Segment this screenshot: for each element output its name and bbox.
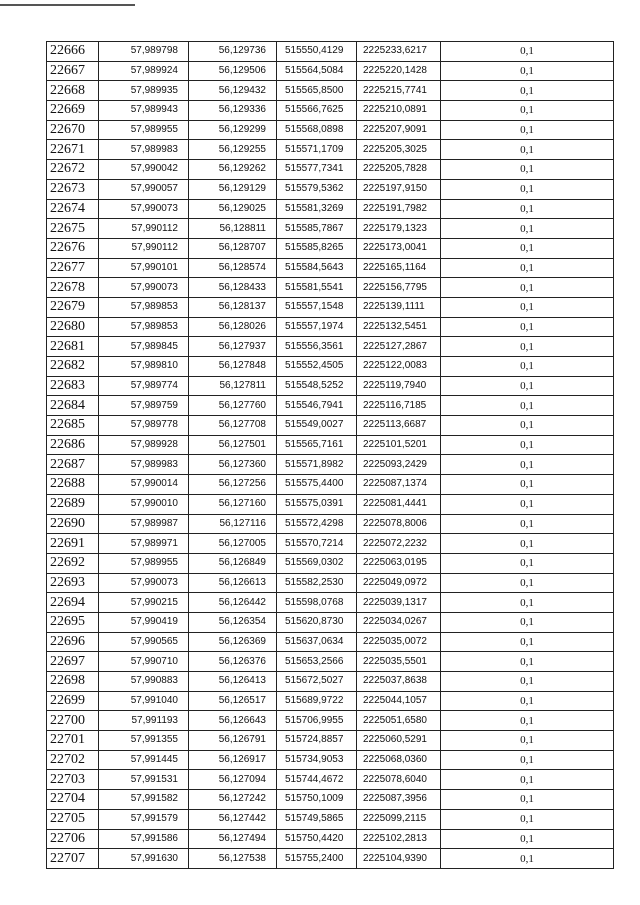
y-coordinate-cell: 2225179,1323: [357, 219, 441, 239]
y-coordinate-cell: 2225044,1057: [357, 691, 441, 711]
table-row: [47, 376, 614, 396]
latitude-cell: 57,991445: [99, 750, 189, 770]
latitude-cell: 57,990010: [99, 494, 189, 514]
table-row: [47, 632, 614, 652]
y-coordinate-cell: 2225207,9091: [357, 120, 441, 140]
y-coordinate-cell: 2225037,8638: [357, 672, 441, 692]
point-number-cell: 22680: [47, 317, 99, 337]
x-coordinate-cell: 515566,7625: [277, 101, 357, 121]
longitude-cell: 56,127360: [189, 455, 277, 475]
point-number-cell: 22672: [47, 160, 99, 180]
point-number-cell: 22691: [47, 534, 99, 554]
y-coordinate-cell: 2225156,7795: [357, 278, 441, 298]
value-cell: 0,1: [441, 435, 614, 455]
y-coordinate-cell: 2225173,0041: [357, 238, 441, 258]
table-row: [47, 357, 614, 377]
longitude-cell: 56,127442: [189, 809, 277, 829]
value-cell: 0,1: [441, 140, 614, 160]
x-coordinate-cell: 515546,7941: [277, 396, 357, 416]
x-coordinate-cell: 515579,5362: [277, 179, 357, 199]
table-row: [47, 297, 614, 317]
value-cell: 0,1: [441, 160, 614, 180]
value-cell: 0,1: [441, 672, 614, 692]
top-rule-line: [0, 4, 135, 6]
table-row: [47, 534, 614, 554]
longitude-cell: 56,128811: [189, 219, 277, 239]
x-coordinate-cell: 515598,0768: [277, 593, 357, 613]
point-number-cell: 22700: [47, 711, 99, 731]
table-row: [47, 179, 614, 199]
latitude-cell: 57,989928: [99, 435, 189, 455]
table-row: [47, 61, 614, 81]
value-cell: 0,1: [441, 278, 614, 298]
table-row: [47, 475, 614, 495]
point-number-cell: 22684: [47, 396, 99, 416]
longitude-cell: 56,126791: [189, 731, 277, 751]
latitude-cell: 57,989983: [99, 455, 189, 475]
latitude-cell: 57,991630: [99, 849, 189, 869]
longitude-cell: 56,127494: [189, 829, 277, 849]
point-number-cell: 22704: [47, 790, 99, 810]
longitude-cell: 56,126613: [189, 573, 277, 593]
table-row: [47, 809, 614, 829]
table-row: [47, 219, 614, 239]
y-coordinate-cell: 2225215,7741: [357, 81, 441, 101]
value-cell: 0,1: [441, 396, 614, 416]
table-row: [47, 711, 614, 731]
latitude-cell: 57,990710: [99, 652, 189, 672]
value-cell: 0,1: [441, 593, 614, 613]
x-coordinate-cell: 515548,5252: [277, 376, 357, 396]
value-cell: 0,1: [441, 849, 614, 869]
value-cell: 0,1: [441, 770, 614, 790]
longitude-cell: 56,127094: [189, 770, 277, 790]
longitude-cell: 56,126643: [189, 711, 277, 731]
longitude-cell: 56,129262: [189, 160, 277, 180]
latitude-cell: 57,990215: [99, 593, 189, 613]
x-coordinate-cell: 515549,0027: [277, 416, 357, 436]
x-coordinate-cell: 515557,1548: [277, 297, 357, 317]
y-coordinate-cell: 2225127,2867: [357, 337, 441, 357]
x-coordinate-cell: 515571,8982: [277, 455, 357, 475]
y-coordinate-cell: 2225210,0891: [357, 101, 441, 121]
y-coordinate-cell: 2225165,1164: [357, 258, 441, 278]
value-cell: 0,1: [441, 514, 614, 534]
longitude-cell: 56,129736: [189, 42, 277, 62]
value-cell: 0,1: [441, 179, 614, 199]
x-coordinate-cell: 515749,5865: [277, 809, 357, 829]
x-coordinate-cell: 515575,4400: [277, 475, 357, 495]
point-number-cell: 22707: [47, 849, 99, 869]
y-coordinate-cell: 2225081,4441: [357, 494, 441, 514]
y-coordinate-cell: 2225034,0267: [357, 612, 441, 632]
value-cell: 0,1: [441, 809, 614, 829]
longitude-cell: 56,127811: [189, 376, 277, 396]
table-row: [47, 672, 614, 692]
point-number-cell: 22678: [47, 278, 99, 298]
latitude-cell: 57,989774: [99, 376, 189, 396]
latitude-cell: 57,990101: [99, 258, 189, 278]
longitude-cell: 56,129255: [189, 140, 277, 160]
latitude-cell: 57,991586: [99, 829, 189, 849]
x-coordinate-cell: 515755,2400: [277, 849, 357, 869]
table-row: [47, 612, 614, 632]
value-cell: 0,1: [441, 455, 614, 475]
longitude-cell: 56,128433: [189, 278, 277, 298]
latitude-cell: 57,989987: [99, 514, 189, 534]
table-row: [47, 553, 614, 573]
x-coordinate-cell: 515575,0391: [277, 494, 357, 514]
point-number-cell: 22693: [47, 573, 99, 593]
value-cell: 0,1: [441, 553, 614, 573]
value-cell: 0,1: [441, 750, 614, 770]
latitude-cell: 57,989971: [99, 534, 189, 554]
point-number-cell: 22694: [47, 593, 99, 613]
x-coordinate-cell: 515570,7214: [277, 534, 357, 554]
table-row: [47, 160, 614, 180]
point-number-cell: 22671: [47, 140, 99, 160]
point-number-cell: 22688: [47, 475, 99, 495]
value-cell: 0,1: [441, 612, 614, 632]
table-row: [47, 514, 614, 534]
y-coordinate-cell: 2225233,6217: [357, 42, 441, 62]
point-number-cell: 22696: [47, 632, 99, 652]
table-row: [47, 790, 614, 810]
value-cell: 0,1: [441, 475, 614, 495]
y-coordinate-cell: 2225093,2429: [357, 455, 441, 475]
table-row: [47, 455, 614, 475]
longitude-cell: 56,129432: [189, 81, 277, 101]
value-cell: 0,1: [441, 829, 614, 849]
latitude-cell: 57,989798: [99, 42, 189, 62]
y-coordinate-cell: 2225087,1374: [357, 475, 441, 495]
table-row: [47, 593, 614, 613]
x-coordinate-cell: 515581,5541: [277, 278, 357, 298]
value-cell: 0,1: [441, 731, 614, 751]
y-coordinate-cell: 2225191,7982: [357, 199, 441, 219]
table-row: [47, 750, 614, 770]
value-cell: 0,1: [441, 42, 614, 62]
longitude-cell: 56,126517: [189, 691, 277, 711]
table-row: [47, 494, 614, 514]
value-cell: 0,1: [441, 494, 614, 514]
value-cell: 0,1: [441, 711, 614, 731]
longitude-cell: 56,129025: [189, 199, 277, 219]
x-coordinate-cell: 515565,7161: [277, 435, 357, 455]
latitude-cell: 57,990073: [99, 278, 189, 298]
x-coordinate-cell: 515750,1009: [277, 790, 357, 810]
latitude-cell: 57,990112: [99, 238, 189, 258]
point-number-cell: 22679: [47, 297, 99, 317]
x-coordinate-cell: 515584,5643: [277, 258, 357, 278]
y-coordinate-cell: 2225035,0072: [357, 632, 441, 652]
longitude-cell: 56,128026: [189, 317, 277, 337]
point-number-cell: 22705: [47, 809, 99, 829]
latitude-cell: 57,989810: [99, 357, 189, 377]
point-number-cell: 22674: [47, 199, 99, 219]
latitude-cell: 57,990042: [99, 160, 189, 180]
value-cell: 0,1: [441, 534, 614, 554]
y-coordinate-cell: 2225119,7940: [357, 376, 441, 396]
point-number-cell: 22668: [47, 81, 99, 101]
longitude-cell: 56,127242: [189, 790, 277, 810]
y-coordinate-cell: 2225087,3956: [357, 790, 441, 810]
longitude-cell: 56,126376: [189, 652, 277, 672]
latitude-cell: 57,989955: [99, 120, 189, 140]
value-cell: 0,1: [441, 219, 614, 239]
longitude-cell: 56,127256: [189, 475, 277, 495]
x-coordinate-cell: 515672,5027: [277, 672, 357, 692]
point-number-cell: 22676: [47, 238, 99, 258]
y-coordinate-cell: 2225035,5501: [357, 652, 441, 672]
y-coordinate-cell: 2225078,8006: [357, 514, 441, 534]
x-coordinate-cell: 515750,4420: [277, 829, 357, 849]
y-coordinate-cell: 2225072,2232: [357, 534, 441, 554]
latitude-cell: 57,990565: [99, 632, 189, 652]
y-coordinate-cell: 2225220,1428: [357, 61, 441, 81]
x-coordinate-cell: 515620,8730: [277, 612, 357, 632]
point-number-cell: 22677: [47, 258, 99, 278]
point-number-cell: 22685: [47, 416, 99, 436]
y-coordinate-cell: 2225049,0972: [357, 573, 441, 593]
value-cell: 0,1: [441, 632, 614, 652]
point-number-cell: 22683: [47, 376, 99, 396]
y-coordinate-cell: 2225139,1111: [357, 297, 441, 317]
value-cell: 0,1: [441, 790, 614, 810]
latitude-cell: 57,989853: [99, 317, 189, 337]
longitude-cell: 56,128707: [189, 238, 277, 258]
x-coordinate-cell: 515724,8857: [277, 731, 357, 751]
point-number-cell: 22698: [47, 672, 99, 692]
y-coordinate-cell: 2225122,0083: [357, 357, 441, 377]
table-row: [47, 337, 614, 357]
value-cell: 0,1: [441, 337, 614, 357]
point-number-cell: 22689: [47, 494, 99, 514]
x-coordinate-cell: 515552,4505: [277, 357, 357, 377]
table-row: [47, 278, 614, 298]
table-row: [47, 317, 614, 337]
point-number-cell: 22669: [47, 101, 99, 121]
longitude-cell: 56,127116: [189, 514, 277, 534]
y-coordinate-cell: 2225102,2813: [357, 829, 441, 849]
x-coordinate-cell: 515565,8500: [277, 81, 357, 101]
x-coordinate-cell: 515582,2530: [277, 573, 357, 593]
x-coordinate-cell: 515706,9955: [277, 711, 357, 731]
x-coordinate-cell: 515585,8265: [277, 238, 357, 258]
point-number-cell: 22695: [47, 612, 99, 632]
longitude-cell: 56,127760: [189, 396, 277, 416]
y-coordinate-cell: 2225132,5451: [357, 317, 441, 337]
longitude-cell: 56,127005: [189, 534, 277, 554]
latitude-cell: 57,989759: [99, 396, 189, 416]
table-row: [47, 42, 614, 62]
x-coordinate-cell: 515556,3561: [277, 337, 357, 357]
value-cell: 0,1: [441, 297, 614, 317]
latitude-cell: 57,991579: [99, 809, 189, 829]
latitude-cell: 57,991531: [99, 770, 189, 790]
y-coordinate-cell: 2225068,0360: [357, 750, 441, 770]
value-cell: 0,1: [441, 691, 614, 711]
longitude-cell: 56,129506: [189, 61, 277, 81]
value-cell: 0,1: [441, 120, 614, 140]
latitude-cell: 57,989955: [99, 553, 189, 573]
table-row: [47, 731, 614, 751]
longitude-cell: 56,126369: [189, 632, 277, 652]
longitude-cell: 56,126849: [189, 553, 277, 573]
point-number-cell: 22673: [47, 179, 99, 199]
latitude-cell: 57,989983: [99, 140, 189, 160]
y-coordinate-cell: 2225113,6687: [357, 416, 441, 436]
y-coordinate-cell: 2225116,7185: [357, 396, 441, 416]
coordinates-table-body: [47, 42, 614, 869]
latitude-cell: 57,989845: [99, 337, 189, 357]
longitude-cell: 56,128137: [189, 297, 277, 317]
point-number-cell: 22667: [47, 61, 99, 81]
value-cell: 0,1: [441, 376, 614, 396]
longitude-cell: 56,127848: [189, 357, 277, 377]
y-coordinate-cell: 2225063,0195: [357, 553, 441, 573]
longitude-cell: 56,127501: [189, 435, 277, 455]
point-number-cell: 22702: [47, 750, 99, 770]
latitude-cell: 57,990014: [99, 475, 189, 495]
y-coordinate-cell: 2225060,5291: [357, 731, 441, 751]
latitude-cell: 57,989935: [99, 81, 189, 101]
y-coordinate-cell: 2225078,6040: [357, 770, 441, 790]
longitude-cell: 56,126413: [189, 672, 277, 692]
coordinates-table: [46, 41, 614, 869]
table-row: [47, 396, 614, 416]
latitude-cell: 57,990419: [99, 612, 189, 632]
table-row: [47, 691, 614, 711]
x-coordinate-cell: 515653,2566: [277, 652, 357, 672]
latitude-cell: 57,989853: [99, 297, 189, 317]
table-row: [47, 416, 614, 436]
latitude-cell: 57,989778: [99, 416, 189, 436]
point-number-cell: 22681: [47, 337, 99, 357]
x-coordinate-cell: 515568,0898: [277, 120, 357, 140]
point-number-cell: 22687: [47, 455, 99, 475]
value-cell: 0,1: [441, 416, 614, 436]
table-row: [47, 120, 614, 140]
y-coordinate-cell: 2225039,1317: [357, 593, 441, 613]
value-cell: 0,1: [441, 81, 614, 101]
x-coordinate-cell: 515571,1709: [277, 140, 357, 160]
y-coordinate-cell: 2225051,6580: [357, 711, 441, 731]
value-cell: 0,1: [441, 357, 614, 377]
longitude-cell: 56,129129: [189, 179, 277, 199]
x-coordinate-cell: 515689,9722: [277, 691, 357, 711]
latitude-cell: 57,989943: [99, 101, 189, 121]
latitude-cell: 57,991040: [99, 691, 189, 711]
y-coordinate-cell: 2225099,2115: [357, 809, 441, 829]
point-number-cell: 22675: [47, 219, 99, 239]
table-row: [47, 573, 614, 593]
latitude-cell: 57,990073: [99, 199, 189, 219]
latitude-cell: 57,991355: [99, 731, 189, 751]
latitude-cell: 57,990057: [99, 179, 189, 199]
longitude-cell: 56,127937: [189, 337, 277, 357]
x-coordinate-cell: 515569,0302: [277, 553, 357, 573]
point-number-cell: 22701: [47, 731, 99, 751]
x-coordinate-cell: 515572,4298: [277, 514, 357, 534]
point-number-cell: 22697: [47, 652, 99, 672]
y-coordinate-cell: 2225205,3025: [357, 140, 441, 160]
table-row: [47, 770, 614, 790]
latitude-cell: 57,990073: [99, 573, 189, 593]
value-cell: 0,1: [441, 101, 614, 121]
longitude-cell: 56,128574: [189, 258, 277, 278]
point-number-cell: 22692: [47, 553, 99, 573]
longitude-cell: 56,126442: [189, 593, 277, 613]
longitude-cell: 56,126354: [189, 612, 277, 632]
value-cell: 0,1: [441, 238, 614, 258]
x-coordinate-cell: 515585,7867: [277, 219, 357, 239]
point-number-cell: 22703: [47, 770, 99, 790]
x-coordinate-cell: 515734,9053: [277, 750, 357, 770]
x-coordinate-cell: 515564,5084: [277, 61, 357, 81]
value-cell: 0,1: [441, 199, 614, 219]
table-row: [47, 435, 614, 455]
table-row: [47, 238, 614, 258]
table-row: [47, 101, 614, 121]
longitude-cell: 56,126917: [189, 750, 277, 770]
table-row: [47, 849, 614, 869]
point-number-cell: 22690: [47, 514, 99, 534]
latitude-cell: 57,991193: [99, 711, 189, 731]
y-coordinate-cell: 2225197,9150: [357, 179, 441, 199]
point-number-cell: 22686: [47, 435, 99, 455]
x-coordinate-cell: 515550,4129: [277, 42, 357, 62]
point-number-cell: 22706: [47, 829, 99, 849]
x-coordinate-cell: 515744,4672: [277, 770, 357, 790]
longitude-cell: 56,127160: [189, 494, 277, 514]
y-coordinate-cell: 2225104,9390: [357, 849, 441, 869]
latitude-cell: 57,991582: [99, 790, 189, 810]
x-coordinate-cell: 515581,3269: [277, 199, 357, 219]
point-number-cell: 22682: [47, 357, 99, 377]
table-row: [47, 258, 614, 278]
value-cell: 0,1: [441, 573, 614, 593]
latitude-cell: 57,990883: [99, 672, 189, 692]
table-row: [47, 81, 614, 101]
longitude-cell: 56,127708: [189, 416, 277, 436]
x-coordinate-cell: 515577,7341: [277, 160, 357, 180]
latitude-cell: 57,990112: [99, 219, 189, 239]
point-number-cell: 22666: [47, 42, 99, 62]
value-cell: 0,1: [441, 258, 614, 278]
value-cell: 0,1: [441, 652, 614, 672]
point-number-cell: 22670: [47, 120, 99, 140]
y-coordinate-cell: 2225101,5201: [357, 435, 441, 455]
y-coordinate-cell: 2225205,7828: [357, 160, 441, 180]
x-coordinate-cell: 515557,1974: [277, 317, 357, 337]
x-coordinate-cell: 515637,0634: [277, 632, 357, 652]
value-cell: 0,1: [441, 317, 614, 337]
longitude-cell: 56,129299: [189, 120, 277, 140]
table-row: [47, 829, 614, 849]
table-row: [47, 199, 614, 219]
table-row: [47, 140, 614, 160]
longitude-cell: 56,129336: [189, 101, 277, 121]
latitude-cell: 57,989924: [99, 61, 189, 81]
longitude-cell: 56,127538: [189, 849, 277, 869]
table-row: [47, 652, 614, 672]
point-number-cell: 22699: [47, 691, 99, 711]
value-cell: 0,1: [441, 61, 614, 81]
